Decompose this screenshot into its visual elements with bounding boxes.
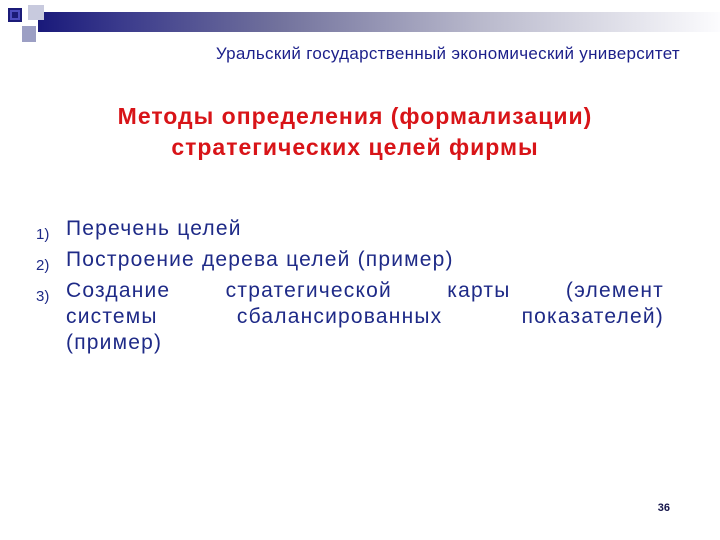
slide-title-line-1: Методы определения (формализации) (117, 103, 593, 129)
list-item-1 (36, 216, 664, 242)
methods-list (36, 216, 664, 361)
slide-title-line-2: стратегических целей фирмы (171, 134, 539, 160)
gray-blue-square-decoration (22, 26, 36, 42)
list-item-2-text: Построение дерева целей (пример) (66, 248, 454, 271)
list-item-3-text-line-2: системы сбалансированных показателей) (66, 305, 664, 328)
page-number: 36 (657, 502, 670, 514)
gradient-bar-decoration (38, 12, 720, 32)
list-item-3-text-line-1: Создание стратегической карты (элемент (66, 279, 664, 302)
institution-name: Уральский государственный экономический университет (215, 44, 680, 63)
list-item-3-number: 3) (36, 288, 50, 305)
navy-square-decoration (8, 8, 22, 22)
slide-title (20, 101, 690, 163)
list-item-1-number: 1) (36, 226, 50, 243)
list-item-2-number: 2) (36, 257, 50, 274)
list-item-1-text: Перечень целей (66, 217, 242, 240)
lavender-square-decoration (28, 5, 44, 20)
list-item-3-text-line-3: (пример) (66, 331, 163, 354)
navy-square-inner-ring (10, 10, 20, 20)
list-item-3 (36, 278, 664, 356)
list-item-2 (36, 247, 664, 273)
